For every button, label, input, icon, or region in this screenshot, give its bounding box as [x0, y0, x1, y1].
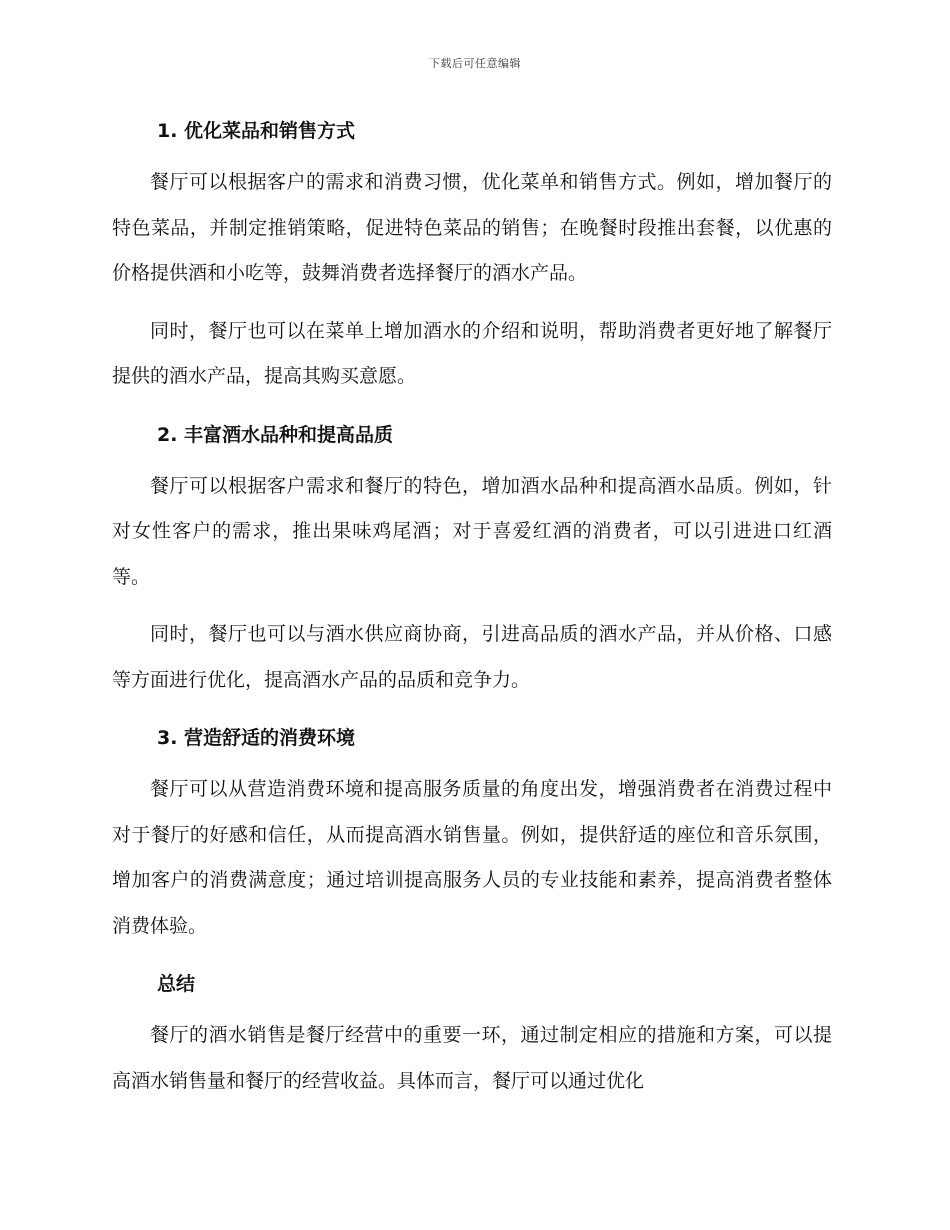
header-note: 下载后可任意编辑 [429, 57, 521, 70]
paragraph: 餐厅可以根据客户的需求和消费习惯，优化菜单和销售方式。例如，增加餐厅的特色菜品，并制定推销策略，促进特色菜品的销售；在晚餐时段推出套餐，以优惠的价格提供酒和小吃等，鼓舞消费者选择餐厅的酒水产品。 [112, 171, 832, 284]
section-heading: 3. 营造舒适的消费环境 [157, 727, 356, 749]
section-heading: 2. 丰富酒水品种和提高品质 [157, 423, 394, 446]
paragraph: 同时，餐厅也可以在菜单上增加酒水的介绍和说明，帮助消费者更好地了解餐厅提供的酒水产品，提高其购买意愿。 [112, 319, 832, 387]
paragraph: 餐厅可以从营造消费环境和提高服务质量的角度出发，增强消费者在消费过程中对于餐厅的好感和信任，从而提高酒水销售量。例如，提供舒适的座位和音乐氛围，增加客户的消费满意度；通过培训提高服务人员的专业技能和素养，提高消费者整体消费体验。 [112, 778, 832, 937]
summary-heading: 总结 [157, 973, 196, 995]
paragraph: 同时，餐厅也可以与酒水供应商协商，引进高品质的酒水产品，并从价格、口感等方面进行优化，提高酒水产品的品质和竞争力。 [112, 623, 832, 691]
document-body [112, 108, 832, 1116]
section-heading: 1. 优化菜品和销售方式 [157, 120, 356, 142]
paragraph: 餐厅可以根据客户需求和餐厅的特色，增加酒水品种和提高酒水品质。例如，针对女性客户的需求，推出果味鸡尾酒；对于喜爱红酒的消费者，可以引进进口红酒等。 [112, 474, 832, 588]
paragraph: 餐厅的酒水销售是餐厅经营中的重要一环，通过制定相应的措施和方案，可以提高酒水销售量和餐厅的经营收益。具体而言，餐厅可以通过优化 [112, 1024, 832, 1092]
